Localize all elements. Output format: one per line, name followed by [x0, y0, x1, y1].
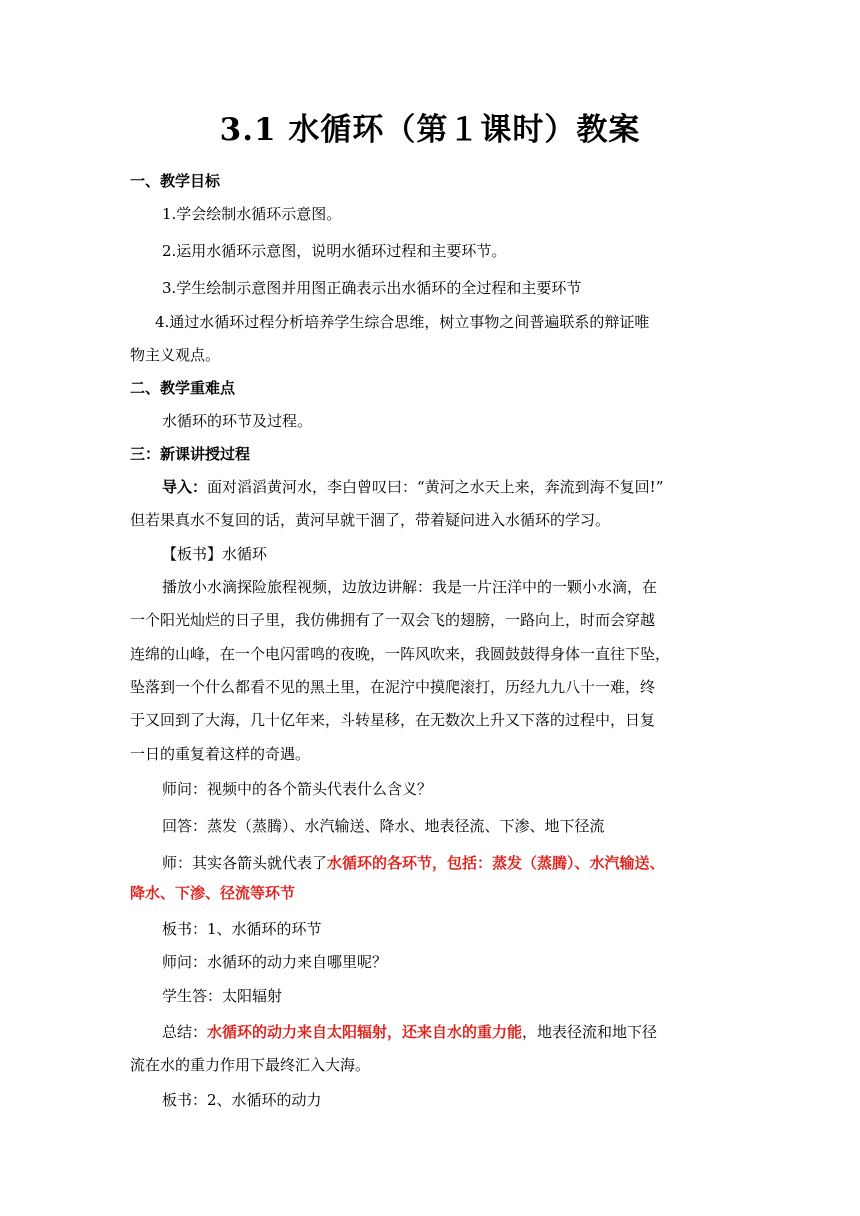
summary-rest: ，地表径流和地下径	[522, 1023, 658, 1041]
board-note-3: 板书：2、水循环的动力	[162, 1091, 322, 1109]
goal-item-1: 1.学会绘制水循环示意图。	[162, 205, 342, 223]
story-line-4: 坠落到一个什么都看不见的黑土里，在泥泞中摸爬滚打，历经九九八十一难，终	[130, 678, 656, 696]
story-line-3: 连绵的山峰，在一个电闪雷鸣的夜晚，一阵风吹来，我圆鼓鼓得身体一直往下坠，	[130, 645, 671, 663]
intro-paragraph-cont: 但若果真水不复回的话，黄河早就干涸了，带着疑问进入水循环的学习。	[130, 511, 611, 529]
goal-item-4: 4.通过水循环过程分析培养学生综合思维，树立事物之间普遍联系的辩证唯	[155, 313, 650, 331]
section-heading-keypoints: 二、教学重难点	[130, 379, 236, 397]
keypoints-text: 水循环的环节及过程。	[162, 412, 313, 430]
summary-paragraph-cont: 流在水的重力作用下最终汇入大海。	[130, 1056, 371, 1074]
question-2: 师问：水循环的动力来自哪里呢？	[162, 953, 388, 971]
story-line-2: 一个阳光灿烂的日子里，我仿佛拥有了一双会飞的翅膀，一路向上，时而会穿越	[130, 611, 656, 629]
section-heading-goals: 一、教学目标	[130, 172, 221, 190]
story-line-5: 于又回到了大海，几十亿年来，斗转星移，在无数次上升又下落的过程中，日复	[130, 711, 656, 729]
story-line-1: 播放小水滴探险旅程视频，边放边讲解：我是一片汪洋中的一颗小水滴，在	[162, 578, 658, 596]
answer-2: 学生答：太阳辐射	[162, 987, 283, 1005]
section-heading-process: 三：新课讲授过程	[130, 445, 251, 463]
intro-paragraph	[162, 476, 860, 497]
board-note-1: 【板书】水循环	[162, 545, 268, 563]
goal-item-3: 3.学生绘制示意图并用图正确表示出水循环的全过程和主要环节	[162, 279, 582, 297]
intro-text: 面对滔滔黄河水，李白曾叹曰：“黄河之水天上来，奔流到海不复回!”	[207, 478, 664, 496]
board-note-2: 板书：1、水循环的环节	[162, 920, 322, 938]
summary-prefix: 总结：	[162, 1023, 208, 1041]
goal-item-4-cont: 物主义观点。	[130, 346, 221, 364]
summary-paragraph	[162, 1021, 860, 1042]
answer-1: 回答：蒸发（蒸腾）、水汽输送、降水、地表径流、下渗、地下径流	[162, 817, 605, 835]
teacher-prefix: 师：其实各箭头就代表了	[162, 854, 328, 872]
summary-emphasis: 水循环的动力来自太阳辐射，还来自水的重力能	[207, 1023, 523, 1041]
teacher-explanation	[162, 852, 860, 873]
intro-label: 导入：	[162, 478, 208, 496]
story-line-6: 一日的重复着这样的奇遇。	[130, 745, 311, 763]
question-1: 师问：视频中的各个箭头代表什么含义？	[162, 780, 433, 798]
goal-item-2: 2.运用水循环示意图，说明水循环过程和主要环节。	[162, 242, 507, 260]
document-title: 3.1 水循环（第１课时）教案	[219, 112, 641, 148]
teacher-emphasis-1: 水循环的各环节，包括：蒸发（蒸腾）、水汽输送、	[327, 854, 665, 872]
teacher-emphasis-2: 降水、下渗、径流等环节	[130, 884, 296, 902]
